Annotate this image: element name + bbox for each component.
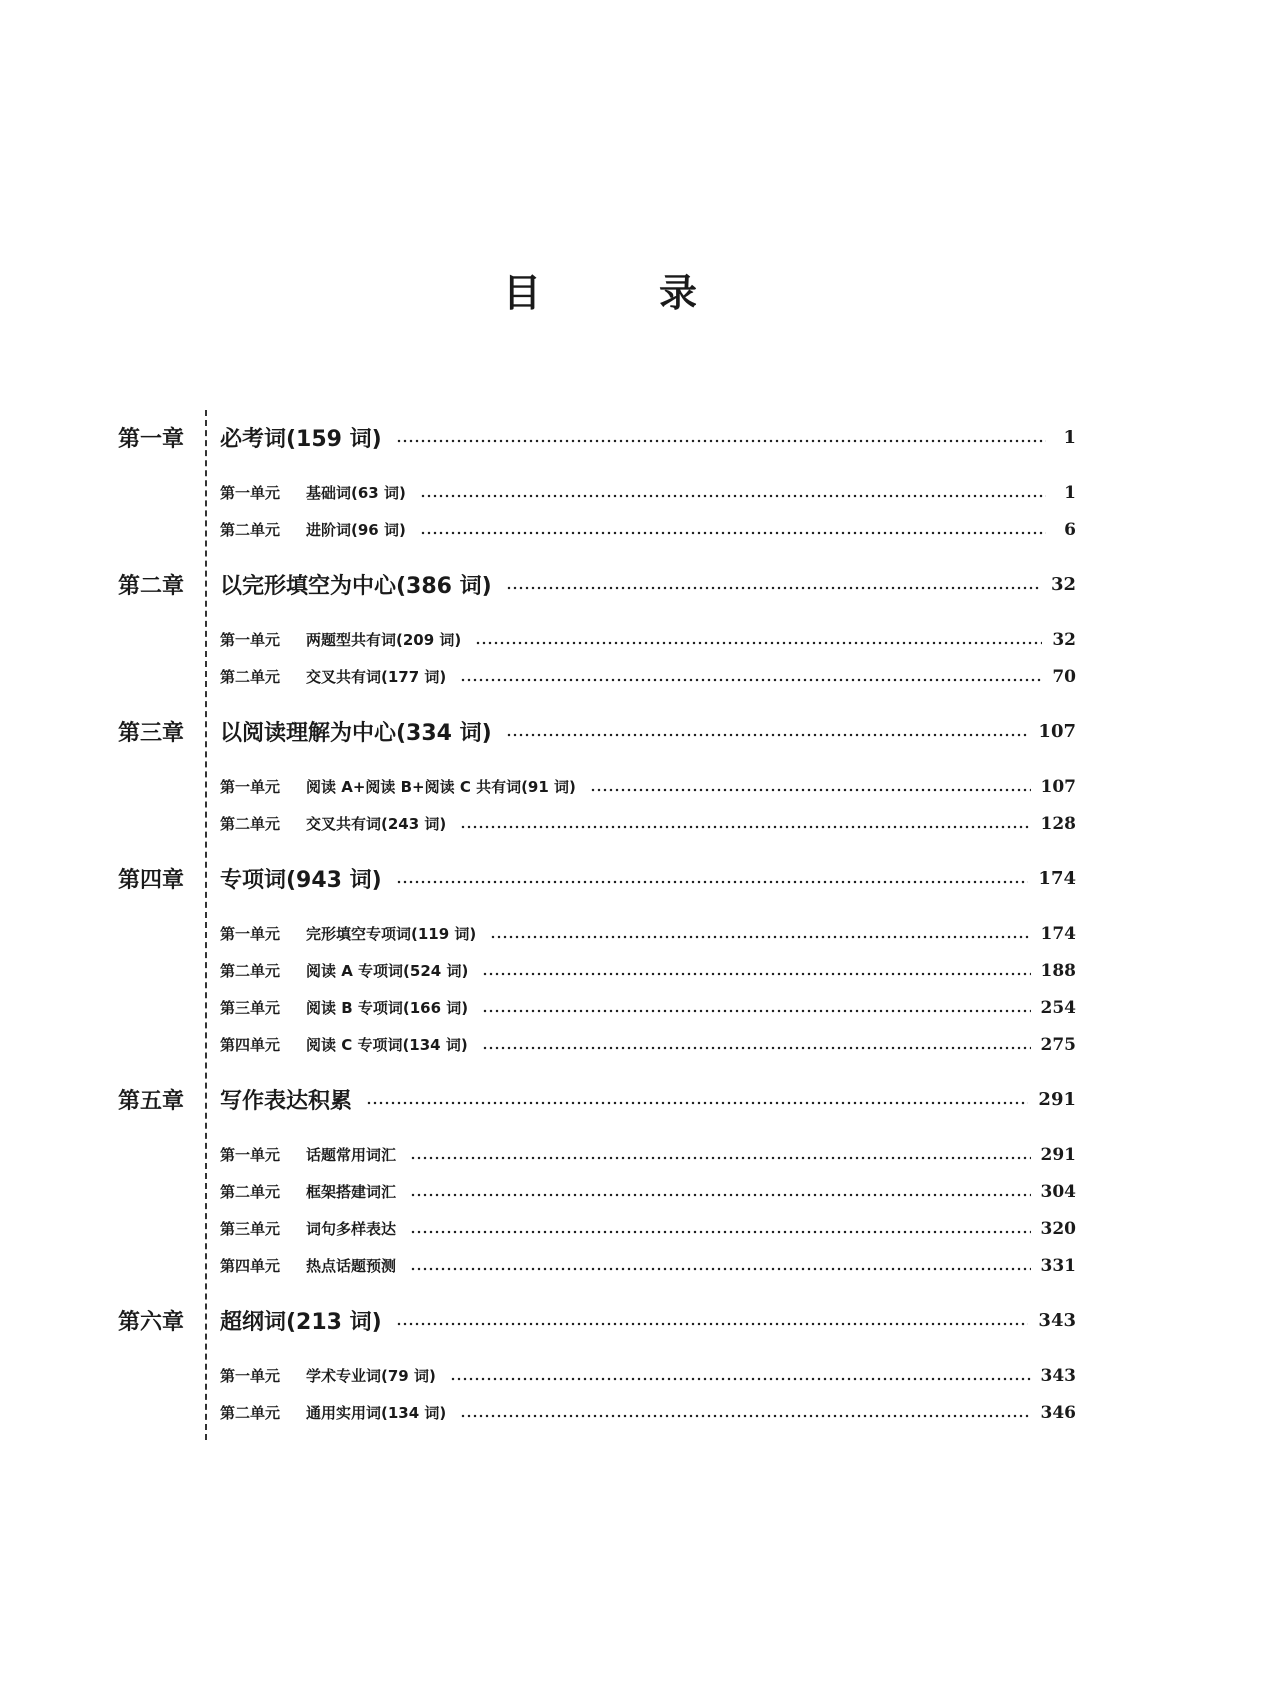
toc-unit-entry[interactable]: [118, 474, 1076, 511]
unit-title: 两题型共有词(209 词): [306, 631, 462, 649]
chapter-number: 第一章: [118, 427, 185, 452]
dot-leader: [420, 531, 1046, 535]
dot-leader: [420, 494, 1046, 498]
dot-leader: [450, 1377, 1031, 1381]
chapter-number: 第二章: [118, 574, 185, 599]
unit-title: 词句多样表达: [306, 1220, 397, 1238]
page-number: 343: [1040, 1365, 1076, 1386]
unit-number: 第三单元: [220, 999, 281, 1017]
page-number: 188: [1040, 960, 1076, 981]
toc-chapter-entry[interactable]: [118, 713, 1076, 750]
unit-title: 完形填空专项词(119 词): [306, 925, 477, 943]
chapter-title: 超纲词(213 词): [220, 1310, 382, 1335]
page-number: 331: [1040, 1255, 1076, 1276]
unit-number: 第四单元: [220, 1036, 281, 1054]
chapter-title: 以阅读理解为中心(334 词): [220, 721, 492, 746]
unit-number: 第二单元: [220, 668, 281, 686]
chapter-title: 以完形填空为中心(386 词): [220, 574, 492, 599]
toc-unit-entry[interactable]: [118, 1394, 1076, 1431]
toc-unit-entry[interactable]: [118, 805, 1076, 842]
dot-leader: [482, 1046, 1031, 1050]
page-number: 128: [1040, 813, 1076, 834]
page-number: 32: [1050, 574, 1076, 595]
unit-title: 基础词(63 词): [306, 484, 406, 502]
page-number: 70: [1052, 666, 1076, 687]
toc-unit-entry[interactable]: [118, 1173, 1076, 1210]
page-number: 107: [1040, 776, 1076, 797]
toc-unit-entry[interactable]: [118, 658, 1076, 695]
dot-leader: [396, 880, 1029, 884]
toc-unit-entry[interactable]: [118, 511, 1076, 548]
toc-chapter-entry[interactable]: [118, 1302, 1076, 1339]
toc-chapter-entry[interactable]: [118, 1081, 1076, 1118]
dot-leader: [506, 586, 1041, 590]
chapter-title: 必考词(159 词): [220, 427, 382, 452]
toc-unit-entry[interactable]: [118, 989, 1076, 1026]
unit-number: 第二单元: [220, 815, 281, 833]
page-number: 304: [1040, 1181, 1076, 1202]
unit-title: 进阶词(96 词): [306, 521, 406, 539]
page-number: 320: [1040, 1218, 1076, 1239]
toc-unit-entry[interactable]: [118, 768, 1076, 805]
dot-leader: [366, 1101, 1028, 1105]
unit-number: 第二单元: [220, 1404, 281, 1422]
unit-title: 话题常用词汇: [306, 1146, 397, 1164]
dot-leader: [482, 972, 1030, 976]
toc-chapter-entry[interactable]: [118, 860, 1076, 897]
page-number: 275: [1040, 1034, 1076, 1055]
page-number: 174: [1040, 923, 1076, 944]
page-number: 1: [1064, 482, 1076, 503]
toc-unit-entry[interactable]: [118, 915, 1076, 952]
unit-number: 第一单元: [220, 631, 281, 649]
dot-leader: [396, 1322, 1029, 1326]
dot-leader: [460, 1414, 1030, 1418]
chapter-title: 专项词(943 词): [220, 868, 382, 893]
unit-title: 交叉共有词(243 词): [306, 815, 447, 833]
toc-chapter-entry[interactable]: [118, 419, 1076, 456]
dot-leader: [410, 1156, 1030, 1160]
chapter-title: 写作表达积累: [220, 1089, 353, 1114]
table-of-contents: [118, 419, 1076, 1431]
page-number: 6: [1064, 519, 1076, 540]
dot-leader: [410, 1230, 1030, 1234]
unit-number: 第一单元: [220, 925, 281, 943]
toc-unit-entry[interactable]: [118, 1357, 1076, 1394]
page-number: 291: [1038, 1089, 1076, 1110]
toc-chapter-entry[interactable]: [118, 566, 1076, 603]
unit-number: 第一单元: [220, 778, 281, 796]
unit-title: 阅读 A+阅读 B+阅读 C 共有词(91 词): [306, 778, 576, 796]
dot-leader: [490, 935, 1030, 939]
chapter-number: 第四章: [118, 868, 185, 893]
page-number: 32: [1052, 629, 1076, 650]
page-number: 254: [1040, 997, 1076, 1018]
unit-title: 阅读 A 专项词(524 词): [306, 962, 469, 980]
dot-leader: [590, 788, 1031, 792]
dot-leader: [482, 1009, 1030, 1013]
unit-number: 第三单元: [220, 1220, 281, 1238]
dot-leader: [460, 825, 1030, 829]
unit-number: 第一单元: [220, 484, 281, 502]
dot-leader: [396, 439, 1046, 443]
chapter-number: 第五章: [118, 1089, 185, 1114]
page-number: 291: [1040, 1144, 1076, 1165]
chapter-number: 第六章: [118, 1310, 185, 1335]
unit-number: 第二单元: [220, 962, 281, 980]
unit-title: 框架搭建词汇: [306, 1183, 397, 1201]
dot-leader: [506, 733, 1029, 737]
toc-unit-entry[interactable]: [118, 1026, 1076, 1063]
page-number: 346: [1040, 1402, 1076, 1423]
toc-unit-entry[interactable]: [118, 1136, 1076, 1173]
page-number: 343: [1038, 1310, 1076, 1331]
dot-leader: [460, 678, 1042, 682]
unit-number: 第一单元: [220, 1367, 281, 1385]
unit-title: 交叉共有词(177 词): [306, 668, 447, 686]
toc-unit-entry[interactable]: [118, 1247, 1076, 1284]
page-number: 1: [1063, 427, 1076, 448]
toc-unit-entry[interactable]: [118, 952, 1076, 989]
unit-number: 第二单元: [220, 1183, 281, 1201]
unit-number: 第二单元: [220, 521, 281, 539]
unit-title: 学术专业词(79 词): [306, 1367, 436, 1385]
unit-number: 第四单元: [220, 1257, 281, 1275]
chapter-number: 第三章: [118, 721, 185, 746]
toc-unit-entry[interactable]: [118, 1210, 1076, 1247]
unit-title: 阅读 B 专项词(166 词): [306, 999, 469, 1017]
unit-title: 阅读 C 专项词(134 词): [306, 1036, 468, 1054]
page-number: 174: [1038, 868, 1076, 889]
unit-number: 第一单元: [220, 1146, 281, 1164]
unit-title: 热点话题预测: [306, 1257, 397, 1275]
dot-leader: [410, 1267, 1030, 1271]
page-title: 目 录: [502, 271, 737, 315]
dot-leader: [410, 1193, 1030, 1197]
unit-title: 通用实用词(134 词): [306, 1404, 447, 1422]
dot-leader: [475, 641, 1042, 645]
toc-unit-entry[interactable]: [118, 621, 1076, 658]
page-number: 107: [1038, 721, 1076, 742]
